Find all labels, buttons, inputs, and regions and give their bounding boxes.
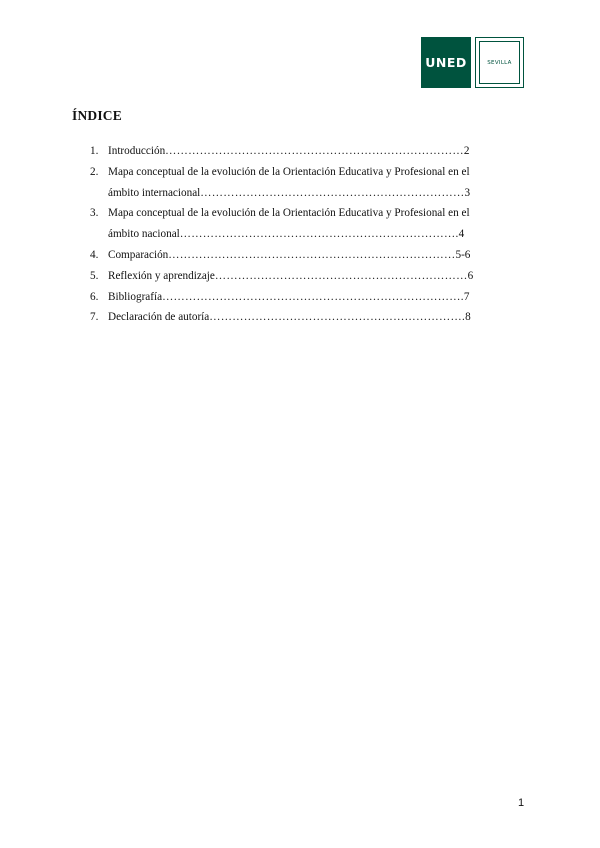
toc-entry-number: 2. [90, 165, 99, 178]
toc-dot-leader: …………………………………………………………. [209, 311, 466, 324]
toc-entry-line [108, 141, 600, 162]
toc-entry-text: Declaración de autoría [108, 311, 210, 324]
toc-entry-text: Mapa conceptual de la evolución de la Orientación Educativa y Profesional en el [108, 165, 470, 178]
toc-entry-line [108, 203, 600, 224]
toc-entry-page: 7 [463, 290, 470, 303]
toc-entry-line [108, 245, 600, 266]
sevilla-logo-text: SEVILLA [487, 59, 512, 66]
toc-entry-number: 5. [90, 269, 99, 282]
toc-entry-text: Comparación [108, 248, 169, 261]
toc-entry-number: 4. [90, 248, 99, 261]
toc-entry-page: 2 [463, 145, 470, 157]
toc-entry-line [108, 266, 600, 287]
uned-sevilla-logo [421, 37, 526, 88]
toc-entry-page: 4 [458, 228, 465, 241]
sevilla-logo-inner [479, 41, 520, 84]
toc-entry-text: Bibliografía [108, 290, 163, 303]
sevilla-logo-box [475, 37, 524, 88]
toc-entry-page: 3 [464, 186, 471, 199]
toc-entry-text: Introducción [108, 145, 166, 157]
toc-entry-page: 5-6 [455, 248, 471, 261]
toc-entry-line [108, 307, 600, 328]
toc-entry-reflexion[interactable] [0, 266, 600, 287]
toc-entry-text-continued: ámbito nacional [108, 228, 180, 241]
toc-entry-bibliografia[interactable] [0, 287, 600, 308]
toc-entry-line-continued [108, 224, 600, 245]
toc-entry-text: Reflexión y aprendizaje [108, 269, 215, 282]
toc-entry-line [108, 287, 600, 308]
toc-dot-leader: …………………………………………………………………… [165, 145, 464, 157]
toc-entry-number: 1. [90, 145, 99, 157]
toc-entry-line [108, 162, 600, 183]
toc-entry-declaracion[interactable] [0, 307, 600, 328]
toc-entry-text-continued: ámbito internacional [108, 186, 201, 199]
toc-dot-leader: …………………………………………………………… [200, 186, 465, 199]
toc-entry-number: 7. [90, 311, 99, 324]
toc-entry-page: 8 [465, 311, 471, 324]
page-number: 1 [518, 797, 525, 809]
toc-entry-introduccion[interactable] [0, 141, 600, 162]
toc-entry-line-continued [108, 183, 600, 204]
toc-entry-mapa-nacional[interactable] [0, 203, 600, 245]
toc-title: ÍNDICE [72, 108, 122, 123]
toc-dot-leader: ………………………………………………………… [214, 269, 468, 282]
toc-entry-page: 6 [467, 269, 474, 282]
toc-entry-number: 6. [90, 290, 99, 303]
toc-entry-mapa-internacional[interactable] [0, 162, 600, 204]
toc-entry-text: Mapa conceptual de la evolución de la Orientación Educativa y Profesional en el [108, 207, 470, 220]
toc-entry-number: 3. [90, 207, 99, 220]
toc-dot-leader: ……………………………………………………………………. [162, 290, 464, 303]
toc-list [0, 141, 600, 328]
toc-entry-comparacion[interactable] [0, 245, 600, 266]
toc-dot-leader: ………………………………………………………………… [168, 248, 456, 261]
uned-logo-mark: UNED [421, 37, 471, 88]
toc-dot-leader: ………………………………………………………………. [179, 228, 459, 241]
